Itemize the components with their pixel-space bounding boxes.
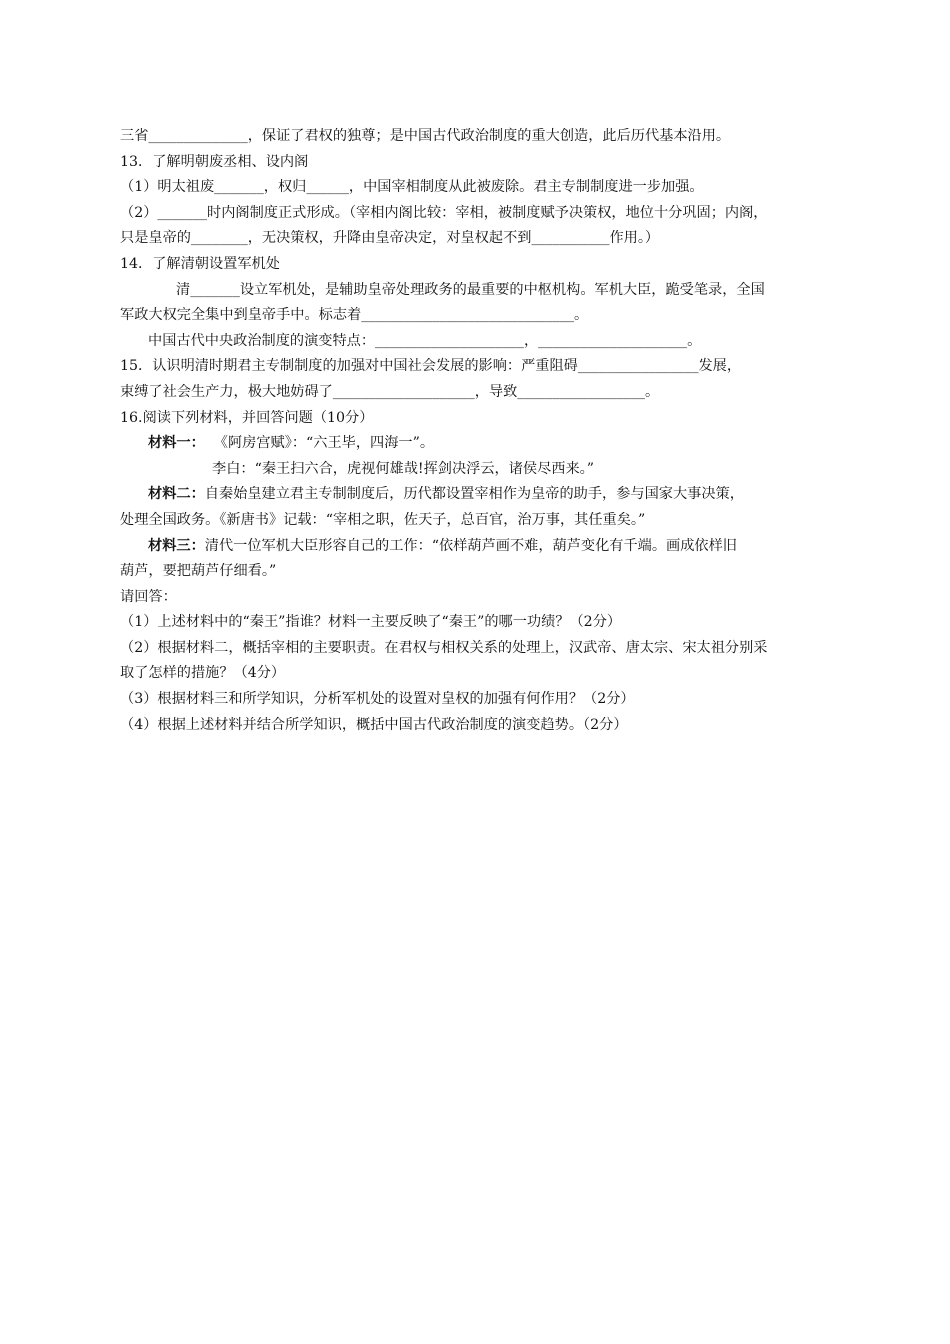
text-line: 三省______________，保证了君权的独尊；是中国古代政治制度的重大创造，此后历代基本沿用。 xyxy=(120,128,731,144)
material-one-label: 材料一： xyxy=(148,435,205,452)
material-three-text-2: 葫芦，要把葫芦仔细看。” xyxy=(120,563,277,580)
material-two-text: 自秦始皇建立君主专制制度后，历代都设置宰相作为皇帝的助手，参与国家大事决策， xyxy=(204,486,744,503)
question-4: （4）根据上述材料并结合所学知识，概括中国古代政治制度的演变趋势。（2分） xyxy=(120,716,628,733)
document-page xyxy=(120,124,832,738)
question-2-cont: 取了怎样的措施？（4分） xyxy=(120,665,286,682)
material-three-label: 材料三： xyxy=(148,537,205,554)
material-two xyxy=(120,482,832,508)
section-heading-16: 16.阅读下列材料，并回答问题（10分） xyxy=(120,409,374,426)
material-two-text-2: 处理全国政务。《新唐书》记载：“宰相之职，佐天子，总百官，治万事，其任重矣。” xyxy=(120,511,646,528)
question-1: （1）上述材料中的“秦王”指谁？材料一主要反映了“秦王”的哪一功绩？（2分） xyxy=(120,614,622,631)
material-three-text: 清代一位军机大臣形容自己的工作：“依样葫芦画不难，葫芦变化有千端。画成依样旧 xyxy=(204,537,737,554)
question-3: （3）根据材料三和所学知识，分析军机处的设置对皇权的加强有何作用？（2分） xyxy=(120,691,635,708)
text-line: 清_______设立军机处，是辅助皇帝处理政务的最重要的中枢机构。军机大臣，跪受笔录，全国 xyxy=(176,281,765,298)
text-line: 中国古代中央政治制度的演变特点：_____________________，_____________________。 xyxy=(148,332,702,349)
text-line: 只是皇帝的________，无决策权，升降由皇帝决定，对皇权起不到___________作用。） xyxy=(120,230,660,247)
text-line: （2）_______时内阁制度正式形成。（宰相内阁比较：宰相，被制度赋予决策权，地位十分巩固；内阁， xyxy=(120,204,768,221)
section-heading-15: 15．认识明清时期君主专制制度的加强对中国社会发展的影响：严重阻碍_________________发展， xyxy=(120,358,742,375)
material-one-text-2: 李白：“秦王扫六合，虎视何雄哉!挥剑决浮云，诸侯尽西来。” xyxy=(212,460,594,477)
questions-intro: 请回答： xyxy=(120,588,177,605)
text-line: （1）明太祖废_______，权归______，中国宰相制度从此被废除。君主专制制度进一步加强。 xyxy=(120,179,704,196)
material-three xyxy=(120,534,832,560)
text-line: 束缚了社会生产力，极大地妨碍了____________________，导致__________________。 xyxy=(120,383,660,400)
material-one xyxy=(120,431,832,457)
material-one-text: 《阿房宫赋》：“六王毕，四海一”。 xyxy=(213,435,435,452)
section-heading-13: 13．了解明朝废丞相、设内阁 xyxy=(120,153,309,170)
question-2: （2）根据材料二，概括宰相的主要职责。在君权与相权关系的处理上，汉武帝、唐太宗、宋太祖分别采 xyxy=(120,639,768,656)
section-heading-14: 14．了解清朝设置军机处 xyxy=(120,255,280,272)
text-line: 军政大权完全集中到皇帝手中。标志着______________________________。 xyxy=(120,307,589,324)
material-two-label: 材料二： xyxy=(148,486,205,503)
